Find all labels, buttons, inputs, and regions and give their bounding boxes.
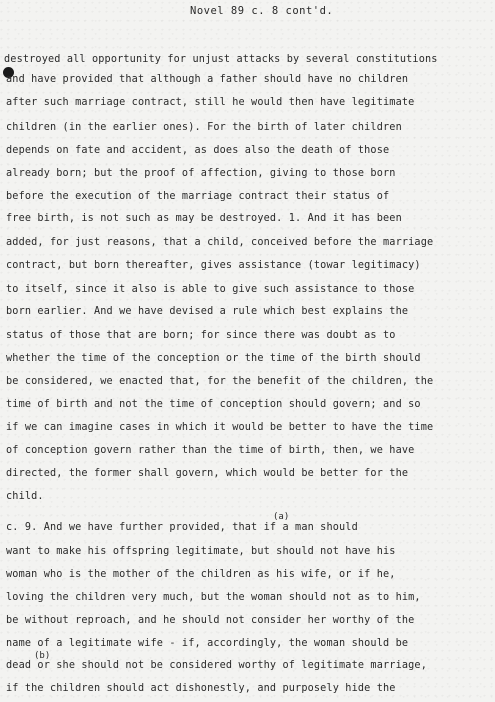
text-line: already born; but the proof of affection, giving to those born <box>6 168 396 179</box>
text-line: and have provided that although a father should have no children <box>6 74 409 85</box>
text-line: name of a legitimate wife - if, accordingly, the woman should be <box>6 638 409 649</box>
text-line: depends on fate and accident, as does also the death of those <box>6 145 390 156</box>
text-line: of conception govern rather than the time of birth, then, we have <box>6 445 415 456</box>
text-line: if we can imagine cases in which it would be better to have the time <box>6 422 434 433</box>
text-line: contract, but born thereafter, gives assistance (towar legitimacy) <box>6 260 421 271</box>
page-header: Novel 89 c. 8 cont'd. <box>190 5 334 17</box>
text-line: before the execution of the marriage contract their status of <box>6 191 390 202</box>
text-line: children (in the earlier ones). For the birth of later children <box>6 122 402 133</box>
text-line: want to make his offspring legitimate, but should not have his <box>6 546 396 557</box>
text-line: status of those that are born; for since there was doubt as to <box>6 330 396 341</box>
text-line: whether the time of the conception or the time of the birth should <box>6 353 421 364</box>
text-line: woman who is the mother of the children as his wife, or if he, <box>6 569 396 580</box>
text-line: dead or she should not be considered worthy of legitimate marriage, <box>6 660 427 671</box>
text-line: be without reproach, and he should not consider her worthy of the <box>6 615 415 626</box>
text-line: born earlier. And we have devised a rule which best explains the <box>6 306 409 317</box>
text-line: free birth, is not such as may be destroyed. 1. And it has been <box>6 213 402 224</box>
footnote-mark-a: (a) <box>273 512 290 522</box>
text-line: c. 9. And we have further provided, that if a man should <box>6 522 358 533</box>
text-line: to itself, since it also is able to give such assistance to those <box>6 284 415 295</box>
text-line: be considered, we enacted that, for the benefit of the children, the <box>6 376 434 387</box>
text-line: if the children should act dishonestly, and purposely hide the <box>6 683 396 694</box>
text-line: directed, the former shall govern, which would be better for the <box>6 468 409 479</box>
text-line: after such marriage contract, still he would then have legitimate <box>6 97 415 108</box>
text-line: loving the children very much, but the woman should not as to him, <box>6 592 421 603</box>
footnote-mark-b: (b) <box>34 651 51 661</box>
text-line: destroyed all opportunity for unjust attacks by several constitutions <box>4 54 438 65</box>
text-line: child. <box>6 491 44 502</box>
text-line: time of birth and not the time of conception should govern; and so <box>6 399 421 410</box>
text-line: added, for just reasons, that a child, conceived before the marriage <box>6 237 434 248</box>
